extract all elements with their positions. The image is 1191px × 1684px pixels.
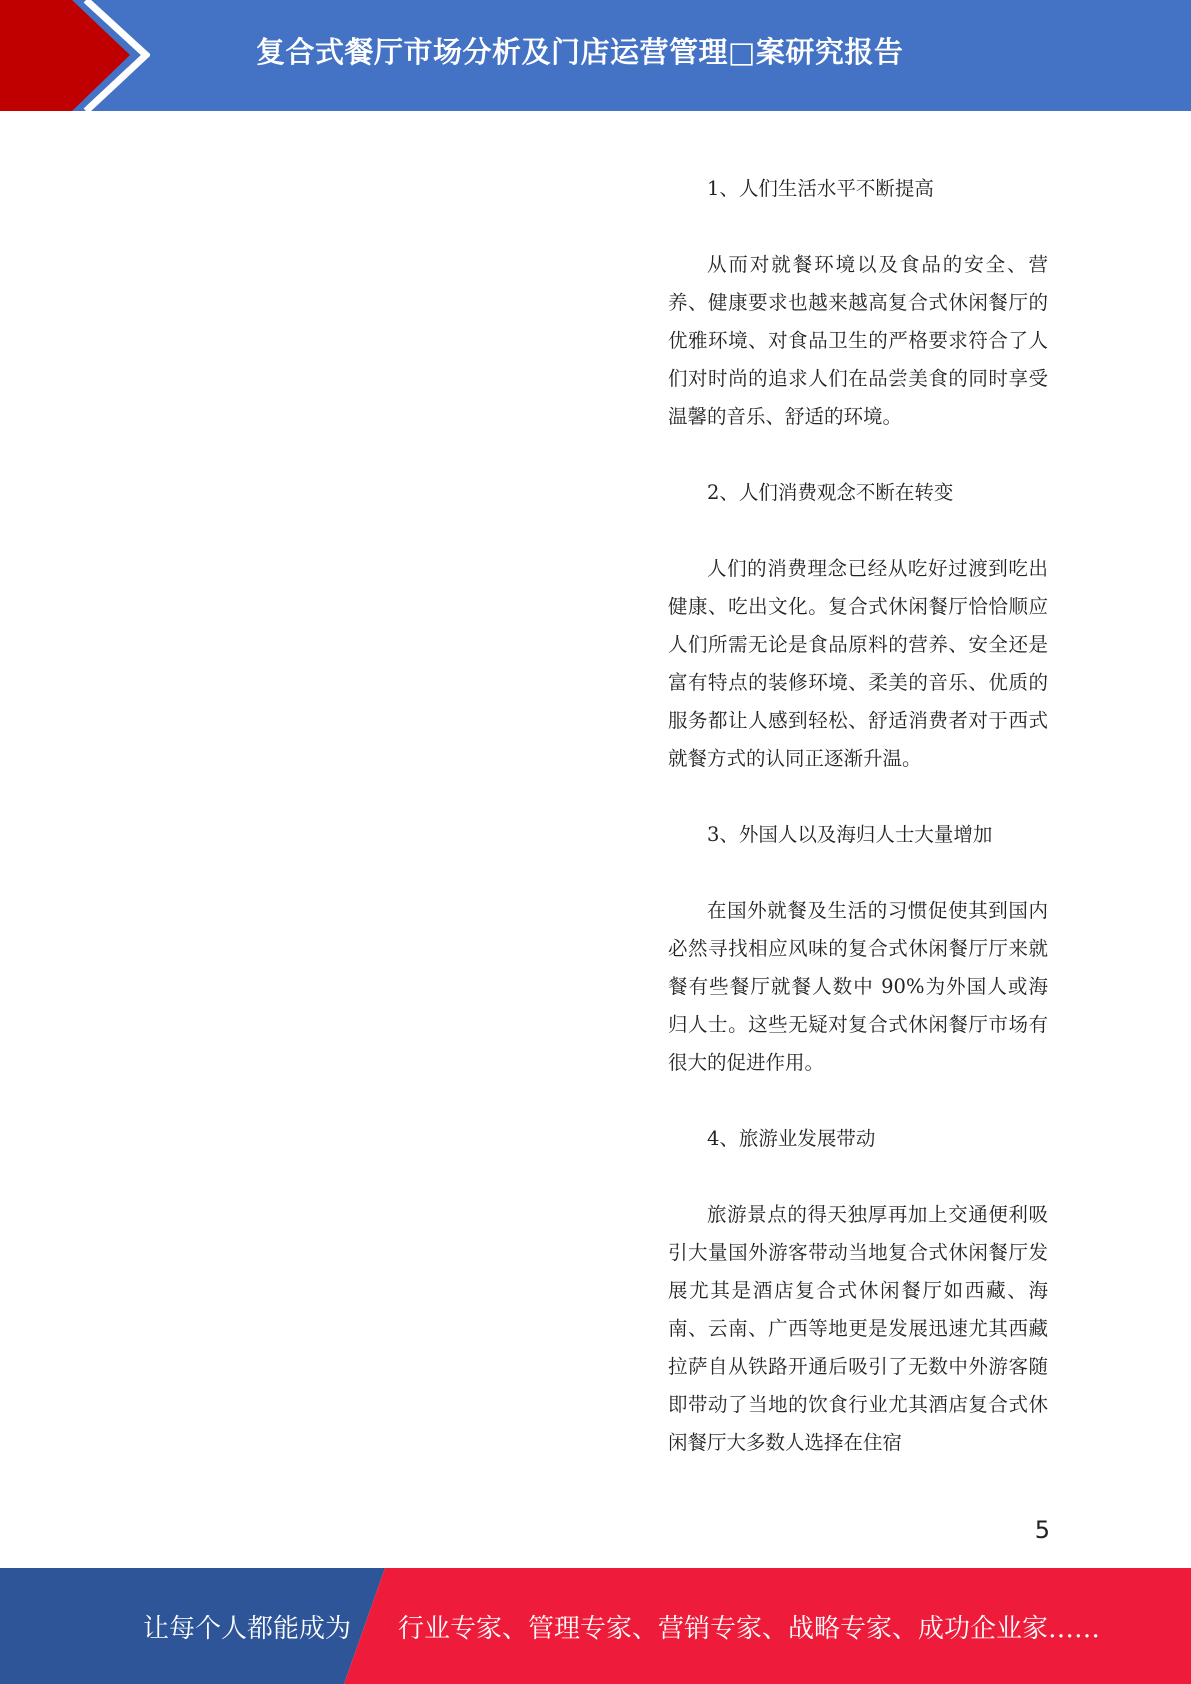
section-paragraph-2: 人们的消费理念已经从吃好过渡到吃出健康、吃出文化。复合式休闲餐厅恰恰顺应人们所需无论是食品原料的营养、安全还是富有特点的装修环境、柔美的音乐、优质的服务都让人感到轻松、舒适消费者对于西式就餐方式的认同正逐渐升温。 — [668, 557, 1048, 770]
page-header — [0, 0, 1191, 111]
section-heading-2: 2、人们消费观念不断在转变 — [707, 481, 954, 504]
section-heading-1: 1、人们生活水平不断提高 — [707, 177, 934, 200]
page-number: 5 — [1034, 1516, 1050, 1544]
section-paragraph-4: 旅游景点的得天独厚再加上交通便利吸引大量国外游客带动当地复合式休闲餐厅发展尤其是酒店复合式休闲餐厅如西藏、海南、云南、广西等地更是发展迅速尤其西藏拉萨自从铁路开通后吸引了无数中外游客随即带动了当地的饮食行业尤其酒店复合式休闲餐厅大多数人选择在住宿 — [668, 1203, 1048, 1454]
report-title: 复合式餐厅市场分析及门店运营管理□案研究报告 — [256, 34, 904, 69]
section-paragraph-1: 从而对就餐环境以及食品的安全、营养、健康要求也越来越高复合式休闲餐厅的优雅环境、对食品卫生的严格要求符合了人们对时尚的追求人们在品尝美食的同时享受温馨的音乐、舒适的环境。 — [668, 253, 1048, 428]
page-footer — [0, 1568, 1191, 1684]
section-heading-4: 4、旅游业发展带动 — [707, 1127, 876, 1150]
footer-slogan-left: 让每个人都能成为 — [143, 1613, 352, 1644]
footer-slogan-right: 行业专家、管理专家、营销专家、战略专家、成功企业家…… — [398, 1613, 1101, 1644]
section-paragraph-3: 在国外就餐及生活的习惯促使其到国内必然寻找相应风味的复合式休闲餐厅厅来就餐有些餐厅就餐人数中 90%为外国人或海归人士。这些无疑对复合式休闲餐厅市场有很大的促进作用。 — [668, 899, 1048, 1074]
body-content — [668, 170, 1048, 1500]
header-arrow-decoration — [0, 0, 150, 111]
section-heading-3: 3、外国人以及海归人士大量增加 — [707, 823, 993, 846]
